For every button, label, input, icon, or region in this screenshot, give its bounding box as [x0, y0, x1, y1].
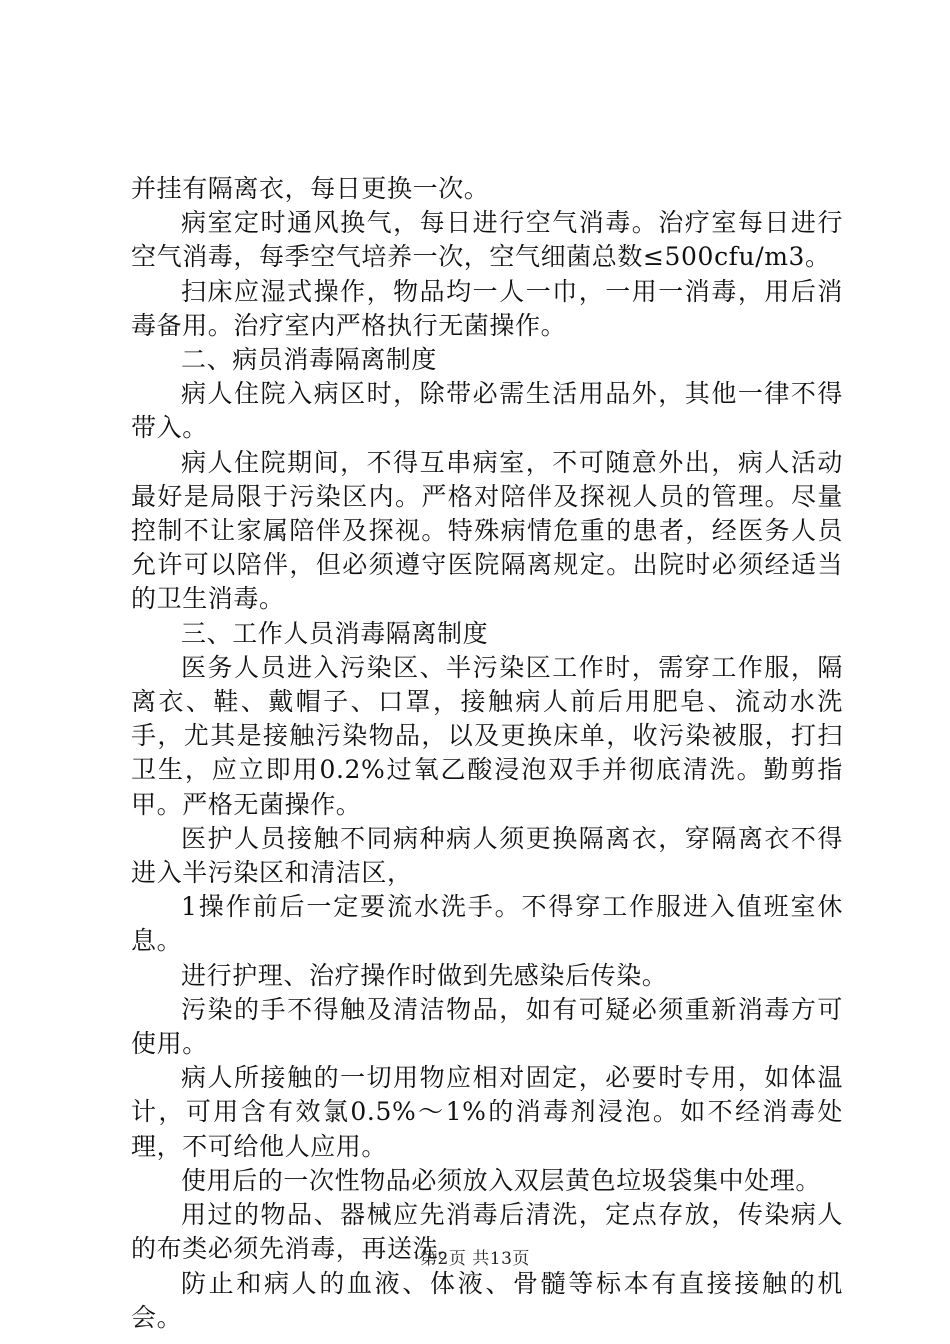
paragraph-6: 医务人员进入污染区、半污染区工作时，需穿工作服，隔离衣、鞋、戴帽子、口罩，接触病人前后用肥皂、流动水洗手，尤其是接触污染物品，以及更换床单，收污染被服，打扫卫生，应立即用0.2%过氧乙酸浸泡双手并彻底清洗。勤剪指甲。严格无菌操作。	[131, 652, 843, 819]
paragraph-11: 病人所接触的一切用物应相对固定，必要时专用，如体温计，可用含有效氯0.5%～1%的消毒剂浸泡。如不经消毒处理，不可给他人应用。	[131, 1063, 843, 1161]
paragraph-5: 病人住院期间，不得互串病室，不可随意外出，病人活动最好是局限于污染区内。严格对陪伴及探视人员的管理。尽量控制不让家属陪伴及探视。特殊病情危重的患者，经医务人员允许可以陪伴，但必须遵守医院隔离规定。出院时必须经适当的卫生消毒。	[131, 447, 843, 614]
paragraph-8: 1操作前后一定要流水洗手。不得穿工作服进入值班室休息。	[131, 892, 843, 956]
paragraph-3: 扫床应湿式操作，物品均一人一巾，一用一消毒，用后消毒备用。治疗室内严格执行无菌操作。	[131, 276, 843, 340]
section-heading-3: 三、工作人员消毒隔离制度	[181, 618, 489, 648]
paragraph-2: 病室定时通风换气，每日进行空气消毒。治疗室每日进行空气消毒，每季空气培养一次，空气细菌总数≤500cfu/m3。	[131, 208, 843, 272]
section-heading-2: 二、病员消毒隔离制度	[181, 345, 438, 375]
paragraph-12: 使用后的一次性物品必须放入双层黄色垃圾袋集中处理。	[181, 1165, 822, 1195]
document-body	[131, 172, 843, 1335]
paragraph-4: 病人住院入病区时，除带必需生活用品外，其他一律不得带入。	[131, 379, 843, 443]
paragraph-13: 用过的物品、器械应先消毒后清洗，定点存放，传染病人的布类必须先消毒，再送洗。	[131, 1200, 843, 1264]
page-number-footer: 第2页 共13页	[420, 1249, 530, 1269]
paragraph-10: 污染的手不得触及清洁物品，如有可疑必须重新消毒方可使用。	[131, 994, 843, 1059]
paragraph-7: 医护人员接触不同病种病人须更换隔离衣，穿隔离衣不得进入半污染区和清洁区，	[131, 823, 843, 888]
paragraph-9: 进行护理、治疗操作时做到先感染后传染。	[181, 960, 668, 990]
paragraph-1: 并挂有隔离衣，每日更换一次。	[131, 174, 490, 203]
paragraph-14: 防止和病人的血液、体液、骨髓等标本有直接接触的机会。	[131, 1268, 843, 1332]
